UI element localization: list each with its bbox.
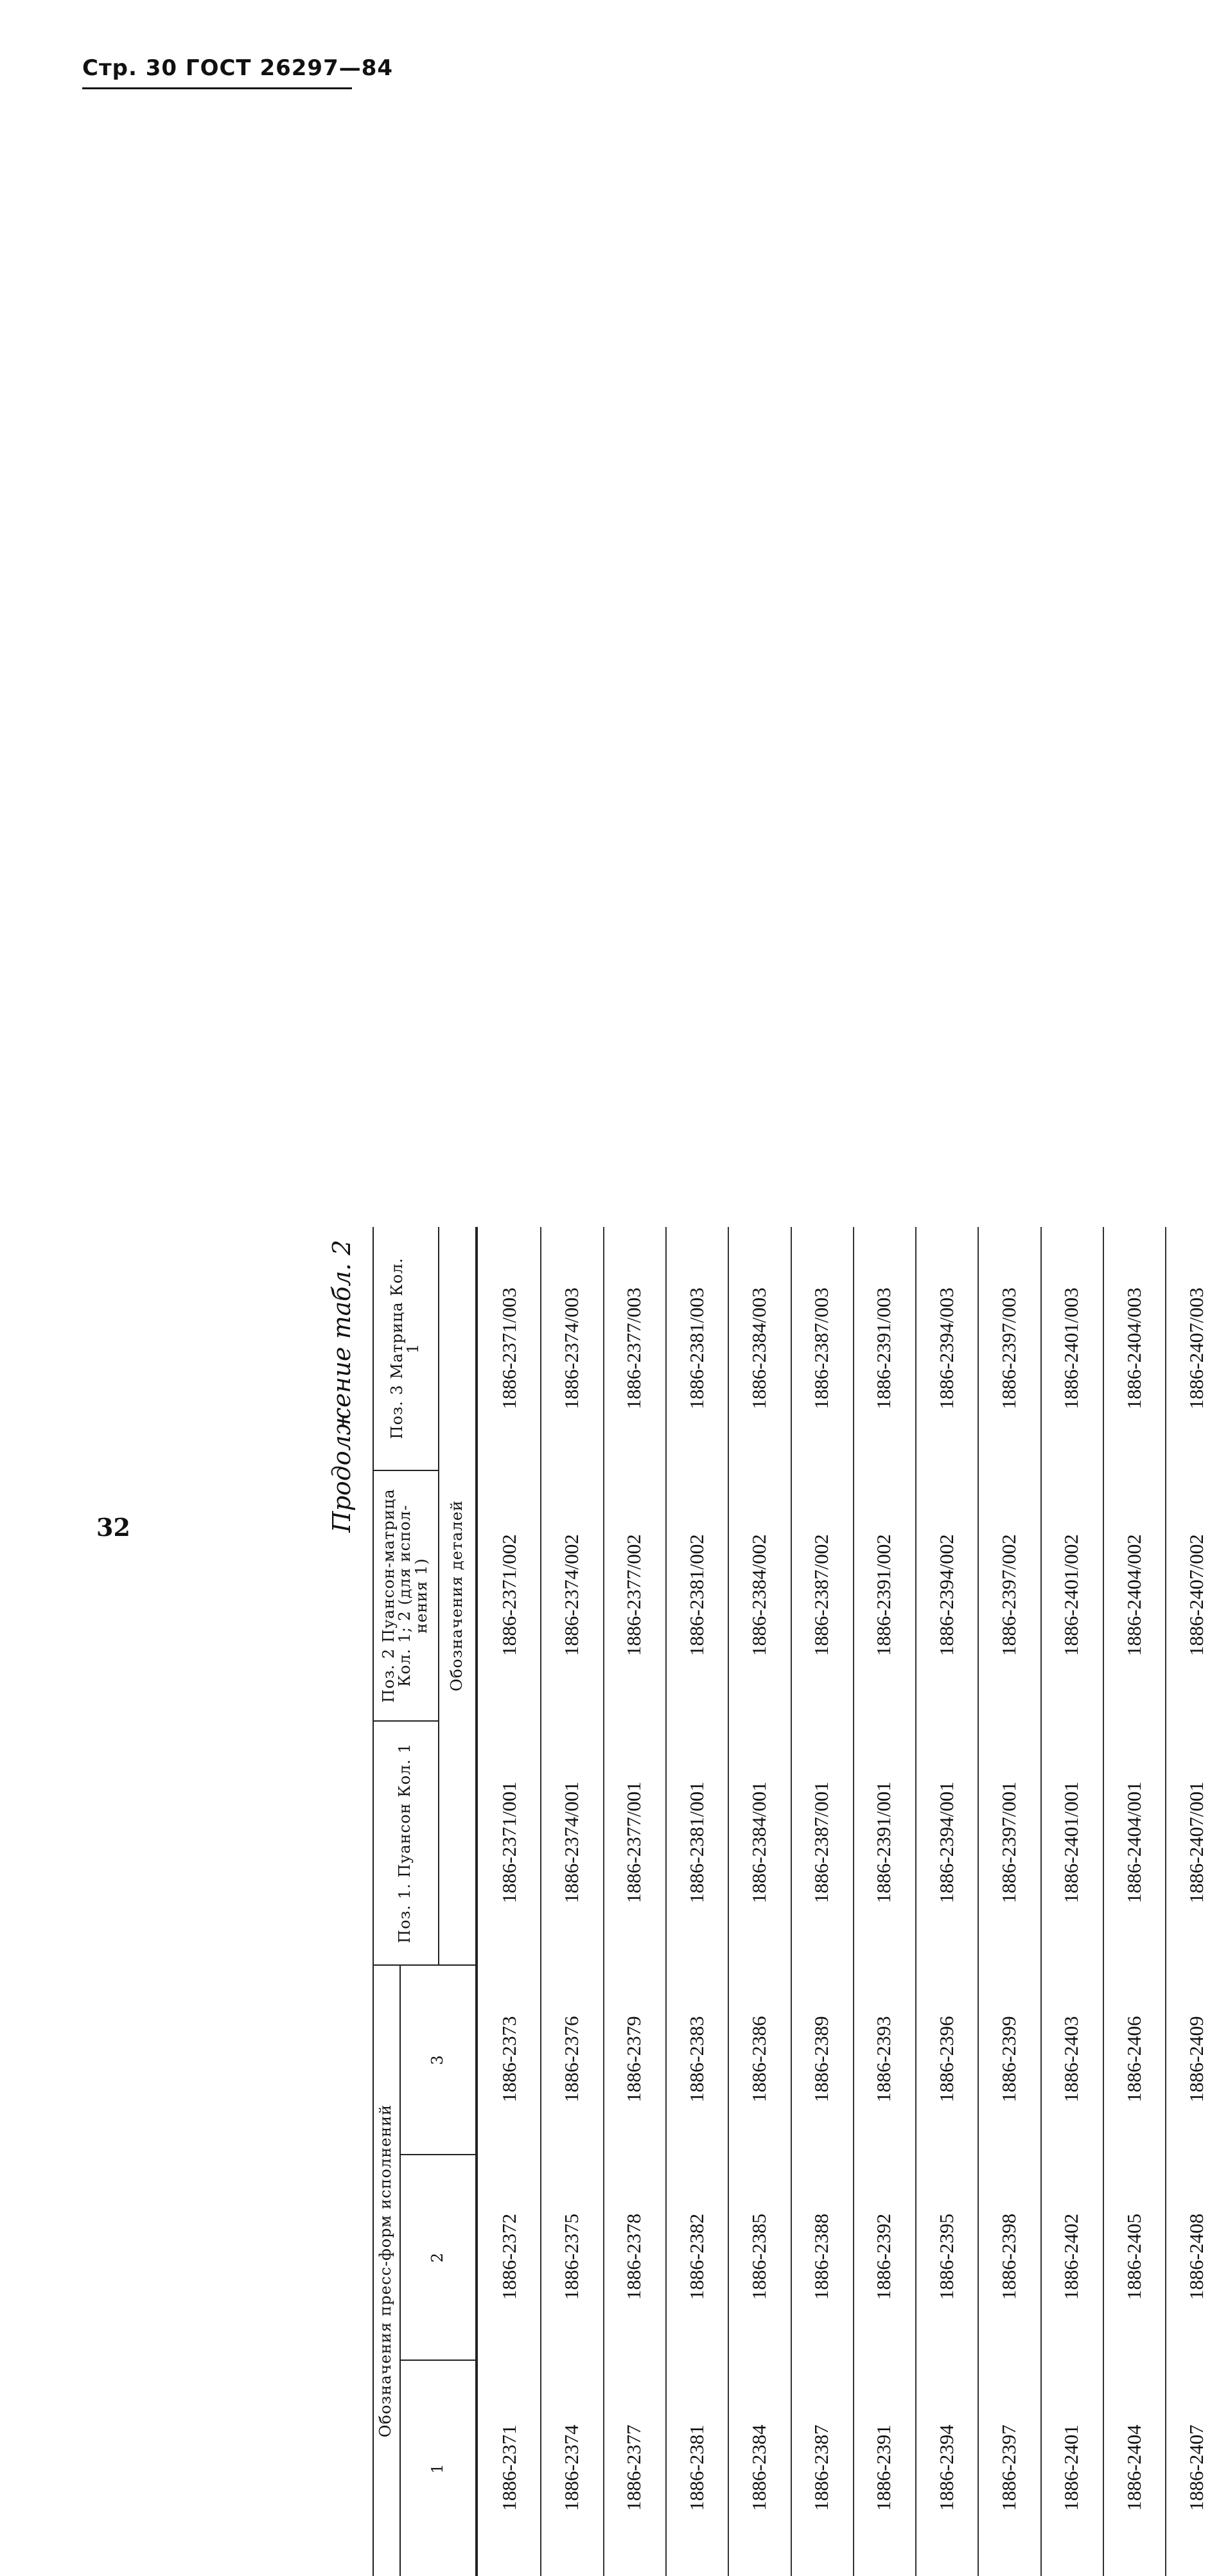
table-cell: 1886-2397/002: [997, 1534, 1021, 1656]
table-cell: 1886-2395: [934, 2213, 958, 2300]
table-cell: 1886-2389: [810, 2016, 833, 2103]
table-cell: 1886-2397/001: [997, 1781, 1021, 1903]
table-cell: 1886-2382: [685, 2213, 708, 2300]
column-header-2-text: 2: [428, 2252, 447, 2263]
table-cell: 1886-2386: [747, 2016, 770, 2103]
table-cell: 1886-2372: [497, 2213, 520, 2300]
page-header-title: Стр. 30 ГОСТ 26297—84: [82, 55, 394, 81]
table-cell: 1886-2408: [1184, 2213, 1207, 2300]
row-rule: [1040, 1227, 1042, 2576]
table-cell: 1886-2404/002: [1122, 1534, 1145, 1656]
table-cell: 1886-2377/001: [622, 1781, 645, 1903]
rotated-table-area: [328, 1227, 1227, 2576]
column-header-pos3: [373, 1227, 438, 1470]
row-rule: [540, 1227, 541, 2576]
table-cell: 1886-2398: [997, 2213, 1021, 2300]
column-header-pos3-text: Поз. 3 Матрица Кол. 1: [387, 1257, 422, 1440]
table-cell: 1886-2404/003: [1122, 1287, 1145, 1409]
table-cell: 1886-2391/002: [872, 1534, 895, 1656]
table-cell: 1886-2393: [872, 2016, 895, 2103]
row-rule: [728, 1227, 729, 2576]
table-cell: 1886-2376: [559, 2016, 583, 2103]
parts-table: [373, 1227, 1207, 2576]
column-header-pos1-text: Поз. 1. Пуансон Кол. 1: [396, 1743, 414, 1943]
table-cell: 1886-2377/003: [622, 1287, 645, 1409]
table-cell: 1886-2377/002: [622, 1534, 645, 1656]
table-cell: 1886-2394/003: [934, 1287, 958, 1409]
row-rule: [853, 1227, 854, 2576]
table-cell: 1886-2383: [685, 2016, 708, 2103]
page-number: 32: [96, 1513, 130, 1542]
table-cell: 1886-2407/001: [1184, 1781, 1207, 1903]
table-cell: 1886-2405: [1122, 2213, 1145, 2300]
table-cell: 1886-2407/002: [1184, 1534, 1207, 1656]
table-cell: 1886-2407: [1184, 2424, 1207, 2511]
table-cell: 1886-2371/003: [497, 1287, 520, 1409]
table-cell: 1886-2387/001: [810, 1781, 833, 1903]
table-cell: 1886-2381/002: [685, 1534, 708, 1656]
table-cell: 1886-2401/003: [1060, 1287, 1083, 1409]
table-cell: 1886-2378: [622, 2213, 645, 2300]
table-cell: 1886-2387: [810, 2424, 833, 2511]
table-cell: 1886-2402: [1060, 2213, 1083, 2300]
column-header-1: [401, 2361, 475, 2576]
details-header: [439, 1227, 475, 1964]
table-cell: 1886-2385: [747, 2213, 770, 2300]
table-cell: 1886-2379: [622, 2016, 645, 2103]
table-cell: 1886-2394/001: [934, 1781, 958, 1903]
header-underline: [82, 87, 352, 89]
row-rule: [1103, 1227, 1104, 2576]
table-cell: 1886-2397/003: [997, 1287, 1021, 1409]
details-header-text: Обозначения деталей: [448, 1500, 466, 1691]
table-cell: 1886-2371/002: [497, 1534, 520, 1656]
row-rule: [665, 1227, 667, 2576]
table-cell: 1886-2399: [997, 2016, 1021, 2103]
table-cell: 1886-2409: [1184, 2016, 1207, 2103]
table-cell: 1886-2381/001: [685, 1781, 708, 1903]
table-cell: 1886-2397: [997, 2424, 1021, 2511]
column-header-2: [401, 2155, 475, 2360]
table-cell: 1886-2401/002: [1060, 1534, 1083, 1656]
table-cell: 1886-2404: [1122, 2424, 1145, 2511]
row-rule: [915, 1227, 917, 2576]
table-cell: 1886-2374/002: [559, 1534, 583, 1656]
table-cell: 1886-2396: [934, 2016, 958, 2103]
table-cell: 1886-2374/001: [559, 1781, 583, 1903]
table-cell: 1886-2394: [934, 2424, 958, 2511]
table-cell: 1886-2373: [497, 2016, 520, 2103]
table-cell: 1886-2375: [559, 2213, 583, 2300]
row-rule: [978, 1227, 979, 2576]
column-header-pos2-text: Поз. 2 Пуансон-матрица Кол. 1; 2 (для испол- нения 1): [380, 1488, 430, 1703]
table-cell: 1886-2391: [872, 2424, 895, 2511]
row-rule: [603, 1227, 604, 2576]
table-cell: 1886-2384/003: [747, 1287, 770, 1409]
table-cell: 1886-2371: [497, 2424, 520, 2511]
column-header-pos1: [373, 1722, 438, 1964]
table-cell: 1886-2387/003: [810, 1287, 833, 1409]
table-cell: 1886-2404/001: [1122, 1781, 1145, 1903]
table-cell: 1886-2391/003: [872, 1287, 895, 1409]
row-rule: [1165, 1227, 1166, 2576]
table-cell: 1886-2384/001: [747, 1781, 770, 1903]
table-cell: 1886-2371/001: [497, 1781, 520, 1903]
table-cell: 1886-2401: [1060, 2424, 1083, 2511]
table-cell: 1886-2377: [622, 2424, 645, 2511]
group-header-text: Обозначения пресс-форм исполнений: [376, 2104, 395, 2438]
table-caption: Продолжение табл. 2: [328, 1240, 356, 1533]
table-cell: 1886-2403: [1060, 2016, 1083, 2103]
table-cell: 1886-2384: [747, 2424, 770, 2511]
table-cell: 1886-2391/001: [872, 1781, 895, 1903]
column-header-3: [401, 1966, 475, 2154]
table-cell: 1886-2406: [1122, 2016, 1145, 2103]
table-cell: 1886-2407/003: [1184, 1287, 1207, 1409]
table-cell: 1886-2394/002: [934, 1534, 958, 1656]
group-header: [373, 1966, 399, 2576]
column-header-1-text: 1: [428, 2463, 447, 2474]
column-header-pos2: [373, 1471, 438, 1720]
table-cell: 1886-2401/001: [1060, 1781, 1083, 1903]
table-cell: 1886-2387/002: [810, 1534, 833, 1656]
column-header-3-text: 3: [428, 2054, 447, 2065]
table-cell: 1886-2384/002: [747, 1534, 770, 1656]
table-cell: 1886-2381/003: [685, 1287, 708, 1409]
table-cell: 1886-2388: [810, 2213, 833, 2300]
table-cell: 1886-2374/003: [559, 1287, 583, 1409]
table-cell: 1886-2381: [685, 2424, 708, 2511]
row-rule: [791, 1227, 792, 2576]
table-cell: 1886-2392: [872, 2213, 895, 2300]
table-cell: 1886-2374: [559, 2424, 583, 2511]
